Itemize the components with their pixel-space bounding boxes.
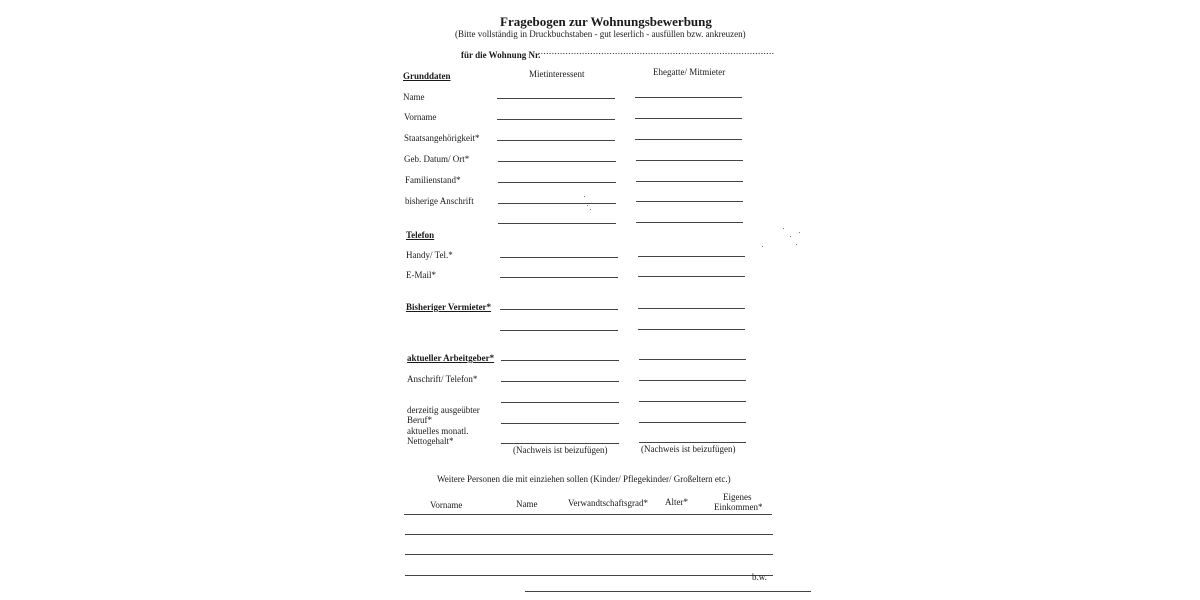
- label-anschrift-telefon: Anschrift/ Telefon*: [407, 374, 478, 384]
- persons-row-line: [404, 514, 772, 515]
- label-name: Name: [403, 92, 425, 102]
- label-vorname: Vorname: [404, 112, 437, 122]
- answer-line: [500, 330, 618, 331]
- answer-line: [501, 443, 619, 444]
- label-familienstand: Familienstand*: [405, 175, 461, 185]
- answer-line: [500, 277, 618, 278]
- answer-line: [639, 422, 746, 423]
- label-netto-1: aktuelles monatl.: [407, 426, 469, 436]
- persons-col-name: Name: [516, 499, 538, 509]
- proof-note-tenant: (Nachweis ist beizufügen): [513, 445, 608, 455]
- scan-speck: [762, 246, 763, 247]
- section-telefon: Telefon: [406, 230, 435, 240]
- answer-line: [500, 257, 618, 258]
- page-subtitle: (Bitte vollständig in Druckbuchstaben - gut leserlich - ausfüllen bzw. ankreuzen): [455, 29, 746, 39]
- flat-number-field: ......................................................................................: [538, 46, 775, 56]
- column-header-tenant: Mietinteressent: [529, 69, 585, 79]
- answer-line: [639, 401, 746, 402]
- answer-line: [638, 276, 745, 277]
- answer-line: [636, 160, 743, 161]
- answer-line: [639, 359, 746, 360]
- answer-line: [636, 201, 743, 202]
- persons-col-vorname: Vorname: [430, 500, 463, 510]
- flat-number-label: für die Wohnung Nr.: [461, 50, 541, 60]
- persons-col-verwandtschaft: Verwandtschaftsgrad*: [568, 498, 648, 508]
- persons-col-einkommen-1: Eigenes: [723, 492, 752, 502]
- answer-line: [638, 308, 745, 309]
- label-email: E-Mail*: [406, 270, 436, 280]
- answer-line: [497, 119, 615, 120]
- page-title: Fragebogen zur Wohnungsbewerbung: [500, 14, 712, 29]
- scan-speck: [796, 244, 797, 245]
- persons-col-einkommen-2: Einkommen*: [714, 502, 763, 512]
- answer-line: [635, 97, 742, 98]
- label-geburt: Geb. Datum/ Ort*: [404, 154, 470, 164]
- persons-row-line: [405, 554, 773, 555]
- answer-line: [636, 222, 743, 223]
- answer-line: [501, 360, 619, 361]
- answer-line: [636, 181, 743, 182]
- answer-line: [498, 203, 616, 204]
- continued-overleaf: b.w.: [752, 572, 767, 582]
- label-beruf-2: Beruf*: [407, 415, 432, 425]
- proof-note-partner: (Nachweis ist beizufügen): [641, 444, 736, 454]
- answer-line: [501, 423, 619, 424]
- label-netto-2: Nettogehalt*: [407, 436, 454, 446]
- persons-heading: Weitere Personen die mit einziehen sollen (Kinder/ Pflegekinder/ Großeltern etc.): [437, 474, 731, 484]
- scan-speck: [587, 205, 588, 206]
- label-anschrift: bisherige Anschrift: [405, 196, 474, 206]
- section-arbeitgeber: aktueller Arbeitgeber*: [407, 353, 495, 363]
- scan-speck: [783, 228, 784, 229]
- section-grunddaten: Grunddaten: [403, 71, 451, 81]
- scan-speck: [590, 209, 591, 210]
- answer-line: [501, 402, 619, 403]
- scan-speck: [790, 236, 791, 237]
- scan-speck: [799, 232, 800, 233]
- answer-line: [635, 139, 742, 140]
- answer-line: [500, 309, 618, 310]
- persons-row-line: [405, 534, 773, 535]
- footer-line: [525, 591, 811, 592]
- answer-line: [501, 381, 619, 382]
- label-beruf-1: derzeitig ausgeübter: [407, 405, 480, 415]
- answer-line: [638, 256, 745, 257]
- label-staatsangehoerigkeit: Staatsangehörigkeit*: [404, 133, 480, 143]
- answer-line: [497, 140, 615, 141]
- section-vermieter: Bisheriger Vermieter*: [406, 302, 492, 312]
- label-handy: Handy/ Tel.*: [406, 250, 453, 260]
- answer-line: [497, 98, 615, 99]
- column-header-partner: Ehegatte/ Mitmieter: [653, 67, 726, 77]
- answer-line: [638, 329, 745, 330]
- scan-speck: [584, 196, 585, 197]
- persons-row-line: [405, 575, 773, 576]
- answer-line: [639, 380, 746, 381]
- answer-line: [498, 223, 616, 224]
- answer-line: [498, 161, 616, 162]
- answer-line: [635, 118, 742, 119]
- persons-col-alter: Alter*: [665, 497, 688, 507]
- answer-line: [498, 182, 616, 183]
- answer-line: [639, 442, 746, 443]
